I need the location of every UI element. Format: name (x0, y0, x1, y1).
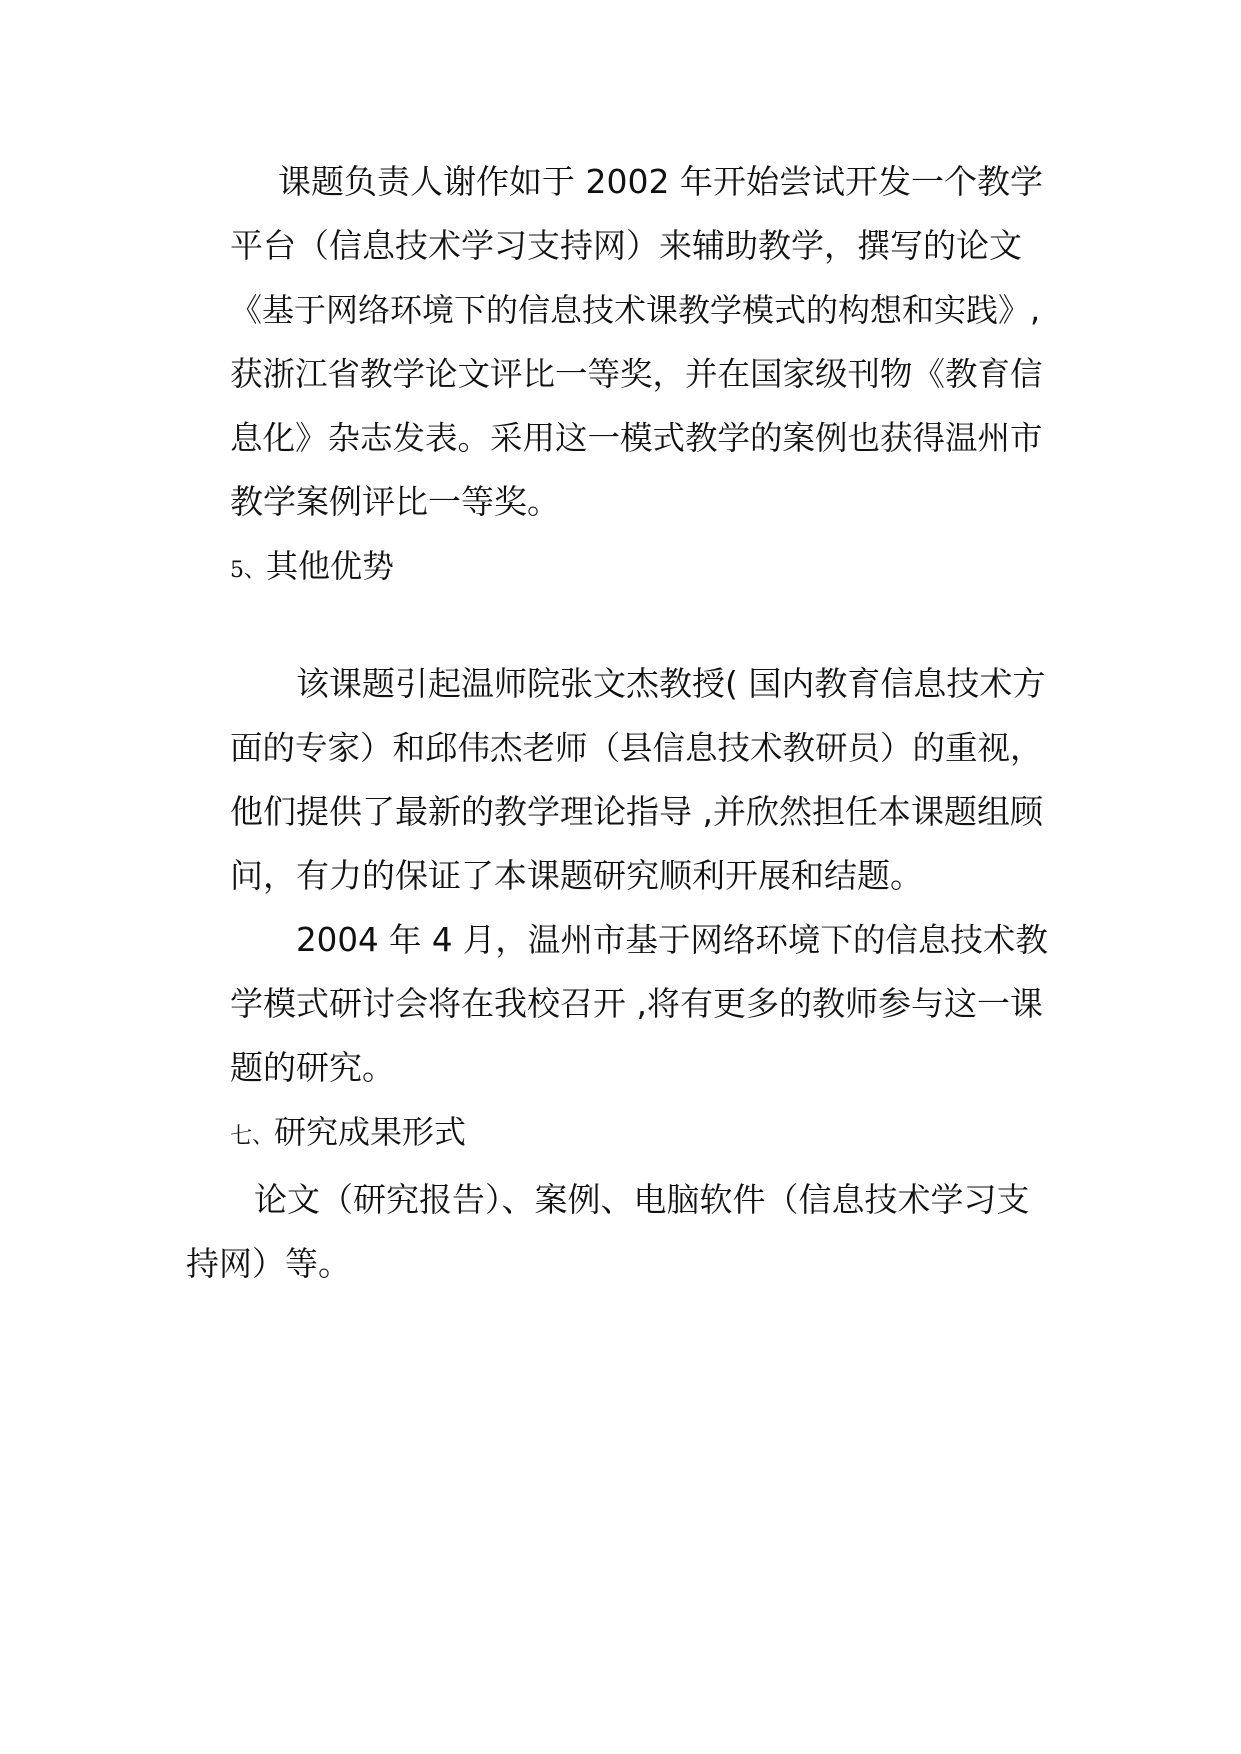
paragraph-2-line-1: 该课题引起温师院张文杰教授( 国内教育信息技术方 (296, 664, 1046, 703)
paragraph-4-line-2: 持网）等。 (186, 1244, 351, 1283)
paragraph-2-line-4: 问，有力的保证了本课题研究顺利开展和结题。 (230, 856, 923, 895)
section-7-heading (230, 1110, 466, 1154)
paragraph-2-line-3: 他们提供了最新的教学理论指导 ,并欣然担任本课题组顾 (230, 792, 1043, 831)
paragraph-3-line-2: 学模式研讨会将在我校召开 ,将有更多的教师参与这一课 (230, 984, 1043, 1023)
section-7-title: 研究成果形式 (274, 1113, 467, 1151)
paragraph-1-line-2: 平台（信息技术学习支持网）来辅助教学，撰写的论文 (230, 226, 1022, 265)
paragraph-1-line-5: 息化》杂志发表。采用这一模式教学的案例也获得温州市 (230, 419, 1043, 457)
paragraph-3-line-3: 题的研究。 (230, 1048, 395, 1087)
paragraph-1-line-6: 教学案例评比一等奖。 (230, 482, 560, 521)
section-5-number: 5、 (230, 558, 266, 583)
paragraph-2-line-2: 面的专家）和邱伟杰老师（县信息技术教研员）的重视， (230, 729, 1043, 767)
paragraph-3-line-1: 2004 年 4 月，温州市基于网络环境下的信息技术教 (296, 921, 1048, 959)
paragraph-1-line-3: 《基于网络环境下的信息技术课教学模式的构想和实践》, (230, 291, 1041, 329)
paragraph-1-line-1: 课题负责人谢作如于 2002 年开始尝试开发一个教学 (278, 162, 1043, 201)
section-7-number: 七、 (230, 1124, 275, 1149)
section-5-title: 其他优势 (266, 547, 395, 585)
section-5-heading (230, 544, 394, 588)
paragraph-4-line-1: 论文（研究报告）、案例、电脑软件（信息技术学习支 (254, 1180, 1030, 1219)
paragraph-1-line-4: 获浙江省教学论文评比一等奖，并在国家级刊物《教育信 (230, 355, 1043, 393)
